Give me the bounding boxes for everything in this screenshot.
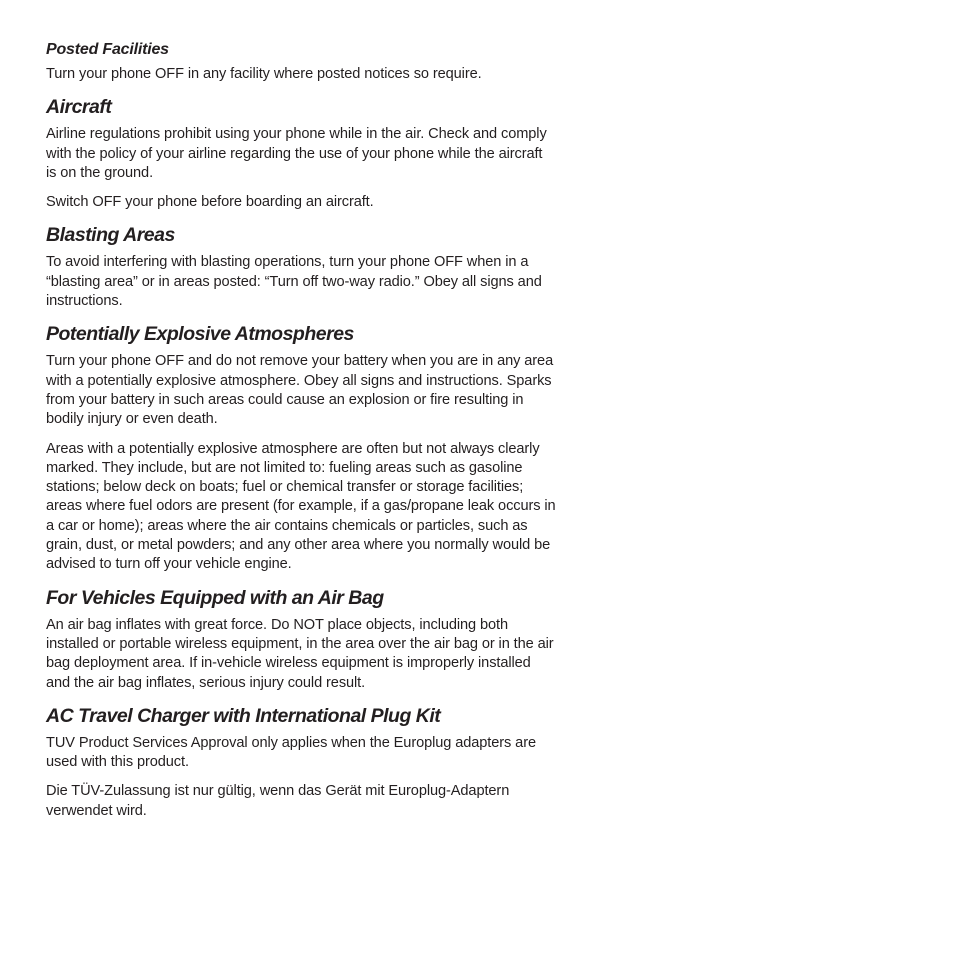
section-paragraph: An air bag inflates with great force. Do NOT place objects, including both installed or portable wireless equipment, in the area over the air bag or in the air bag deployment area. If in-vehicle wireless equipment is improperly installed and the air bag inflates, serious injury could result. [46, 616, 554, 691]
section-heading: Potentially Explosive Atmospheres [46, 323, 354, 346]
section-blasting-areas [46, 224, 556, 311]
section-paragraph: Areas with a potentially explosive atmosphere are often but not always clearly marked. They include, but are not limited to: fueling areas such as gasoline stations; below deck on boats; fuel or chemical transfer or storage facilities; areas where fuel odors are present (for example, if a gas/propane leak occurs in a car or home); areas where the air contains chemicals or particles, such as grain, dust, or metal powders; and any other area where you normally would be advised to turn off your vehicle engine. [46, 440, 556, 573]
section-paragraph: Switch OFF your phone before boarding an aircraft. [46, 194, 374, 211]
section-heading: Blasting Areas [46, 224, 175, 247]
section-heading: Posted Facilities [46, 41, 169, 58]
section-aircraft [46, 96, 556, 212]
section-ac-travel-charger [46, 705, 556, 821]
section-paragraph: Turn your phone OFF in any facility where posted notices so require. [46, 66, 482, 82]
section-explosive-atmospheres [46, 323, 556, 574]
section-paragraph: To avoid interfering with blasting operations, turn your phone OFF when in a “blasting area” or in areas posted: “Turn off two-way radio.” Obey all signs and instructions. [46, 254, 542, 310]
section-paragraph: TUV Product Services Approval only applies when the Europlug adapters are used with this product. [46, 734, 536, 771]
section-heading: For Vehicles Equipped with an Air Bag [46, 586, 384, 609]
section-paragraph: Airline regulations prohibit using your phone while in the air. Check and comply with the policy of your airline regarding the use of your phone while the aircraft is on the ground. [46, 126, 547, 181]
section-heading: AC Travel Charger with International Plug Kit [46, 704, 441, 727]
section-air-bag [46, 587, 556, 693]
section-posted-facilities [46, 40, 556, 84]
section-paragraph: Die TÜV-Zulassung ist nur gültig, wenn das Gerät mit Europlug-Adaptern verwendet wird. [46, 783, 510, 819]
section-heading: Aircraft [46, 96, 112, 119]
section-paragraph: Turn your phone OFF and do not remove your battery when you are in any area with a potentially explosive atmosphere. Obey all signs and instructions. Sparks from your battery in such areas could cause an explosion or fire resulting in bodily injury or even death. [46, 353, 554, 428]
document-page [46, 40, 556, 831]
